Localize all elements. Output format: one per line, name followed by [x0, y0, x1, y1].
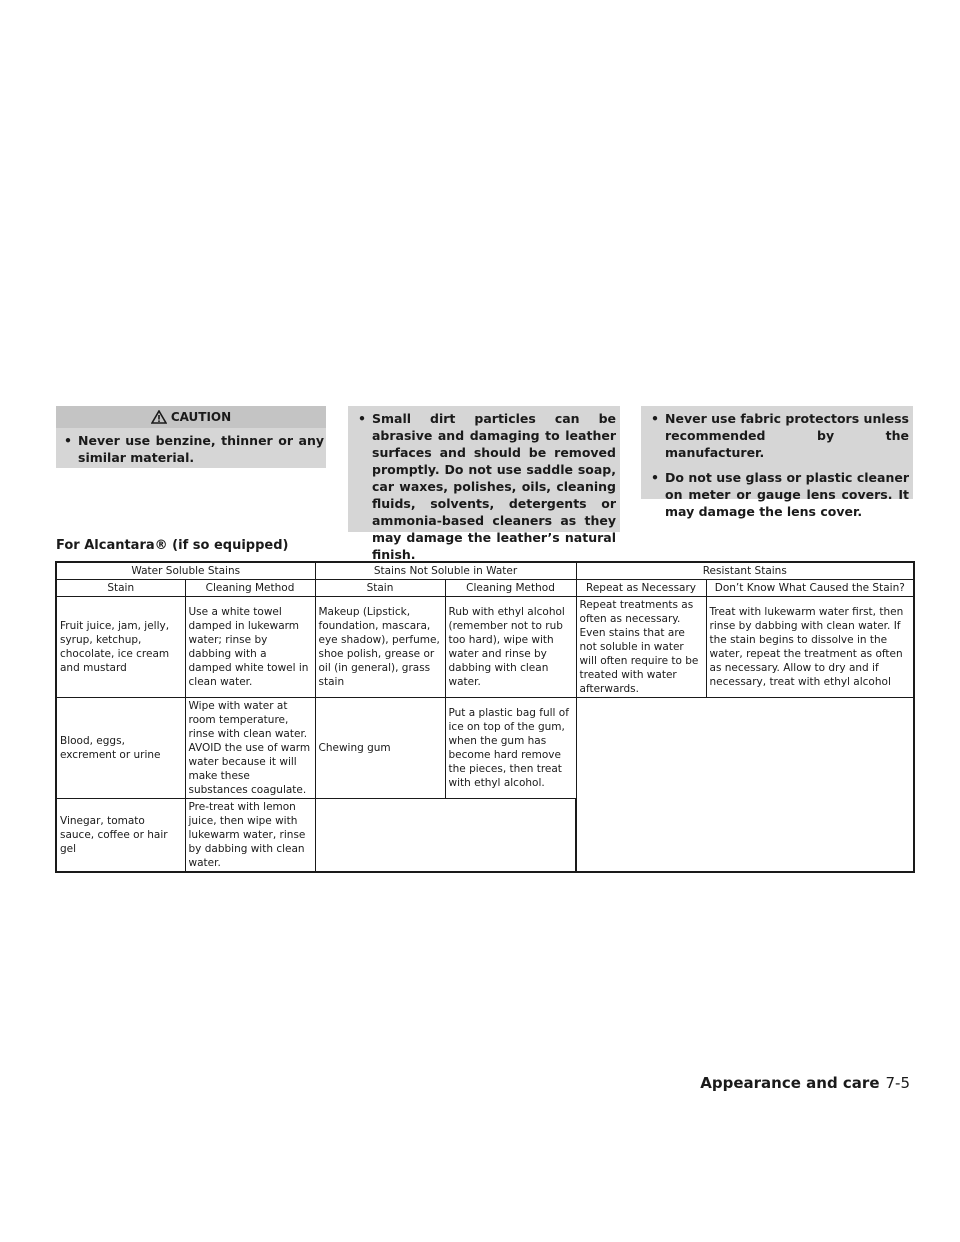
- table-cell: Wipe with water at room temperature, rinse with clean water. AVOID the use of warm water because it will make these substances coagulate.: [185, 698, 315, 799]
- table-cell: Rub with ethyl alcohol (remember not to rub too hard), wipe with water and rinse by dabbing with clean water.: [445, 597, 576, 698]
- caution-label: CAUTION: [170, 410, 232, 424]
- caution-item: • Do not use glass or plastic cleaner on meter or gauge lens covers. It may damage the lens cover.: [643, 469, 909, 520]
- table-cell: Repeat treatments as often as necessary. Even stains that are not soluble in water will often require to be treated with water afterwards.: [576, 597, 706, 698]
- table-group-header-row: [56, 562, 914, 580]
- table-cell: Chewing gum: [315, 698, 445, 799]
- table-sub-header: Cleaning Method: [185, 580, 315, 597]
- table-cell: Blood, eggs, excrement or urine: [56, 698, 185, 799]
- section-title: For Alcantara® (if so equipped): [56, 538, 289, 553]
- stain-table: [55, 561, 915, 873]
- table-group-header: Water Soluble Stains: [56, 562, 315, 580]
- table-empty-cell: [315, 799, 576, 873]
- table-sub-header: Cleaning Method: [445, 580, 576, 597]
- caution-item: • Small dirt particles can be abrasive and damaging to leather surfaces and should be removed promptly. Do not use saddle soap, car waxes, polishes, oils, cleaning fluids, solvents, detergents or ammonia-based cleaners as they may damage the leather’s natural finish.: [350, 410, 616, 563]
- table-cell: Treat with lukewarm water first, then rinse by dabbing with clean water. If the stain begins to dissolve in the water, repeat the treatment as often as necessary. Allow to dry and if necessary, treat with ethyl alcohol: [706, 597, 914, 698]
- table-cell: Pre-treat with lemon juice, then wipe with lukewarm water, rinse by dabbing with clean water.: [185, 799, 315, 873]
- caution-item: • Never use benzine, thinner or any similar material.: [56, 432, 324, 466]
- table-sub-header-row: [56, 580, 914, 597]
- table-row: [56, 698, 914, 799]
- table-sub-header: Repeat as Necessary: [576, 580, 706, 597]
- table-cell: Fruit juice, jam, jelly, syrup, ketchup, chocolate, ice cream and mustard: [56, 597, 185, 698]
- table-cell: Put a plastic bag full of ice on top of the gum, when the gum has become hard remove the pieces, then treat with ethyl alcohol.: [445, 698, 576, 799]
- caution-header: [56, 406, 326, 428]
- caution-list-3: [643, 410, 909, 528]
- table-sub-header: Don’t Know What Caused the Stain?: [706, 580, 914, 597]
- table-group-header: Resistant Stains: [576, 562, 914, 580]
- table-row: [56, 597, 914, 698]
- caution-list-1: [56, 432, 324, 474]
- caution-item: • Never use fabric protectors unless recommended by the manufacturer.: [643, 410, 909, 461]
- table-group-header: Stains Not Soluble in Water: [315, 562, 576, 580]
- table-cell: Makeup (Lipstick, foundation, mascara, eye shadow), perfume, shoe polish, grease or oil (in general), grass stain: [315, 597, 445, 698]
- table-sub-header: Stain: [315, 580, 445, 597]
- table-cell: Use a white towel damped in lukewarm water; rinse by dabbing with a damped white towel in clean water.: [185, 597, 315, 698]
- page-number: 7-5: [885, 1074, 910, 1092]
- page-footer: [700, 1074, 910, 1092]
- caution-list-2: [350, 410, 616, 571]
- table-sub-header: Stain: [56, 580, 185, 597]
- warning-icon: [151, 410, 167, 424]
- table-empty-cell: [576, 698, 914, 873]
- table-cell: Vinegar, tomato sauce, coffee or hair gel: [56, 799, 185, 873]
- footer-section: Appearance and care: [700, 1074, 880, 1092]
